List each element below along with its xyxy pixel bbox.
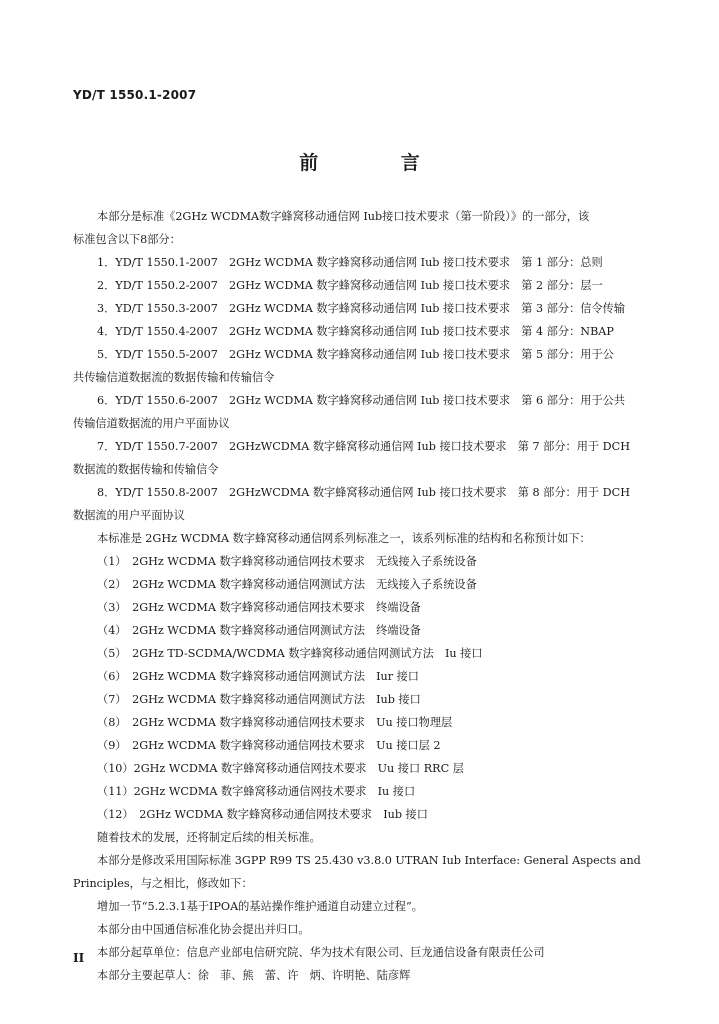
part-item: 7．YD/T 1550.7-2007 2GHzWCDMA 数字蜂窝移动通信网 Iub 接口技术要求 第 7 部分：用于 DCH xyxy=(97,440,630,453)
part-item: 1．YD/T 1550.1-2007 2GHz WCDMA 数字蜂窝移动通信网 Iub 接口技术要求 第 1 部分：总则 xyxy=(97,256,603,269)
series-item: （3） 2GHz WCDMA 数字蜂窝移动通信网技术要求 终端设备 xyxy=(97,601,421,614)
part-item-continuation: 数据流的用户平面协议 xyxy=(73,509,185,522)
part-item-continuation: 传输信道数据流的用户平面协议 xyxy=(73,417,230,430)
intro-line-1: 本部分是标准《2GHz WCDMA数字蜂窝移动通信网 Iub接口技术要求（第一阶段）》的一部分，该 xyxy=(97,210,590,223)
series-item: （7） 2GHz WCDMA 数字蜂窝移动通信网测试方法 Iub 接口 xyxy=(97,693,421,706)
part-item: 6．YD/T 1550.6-2007 2GHz WCDMA 数字蜂窝移动通信网 Iub 接口技术要求 第 6 部分：用于公共 xyxy=(97,394,626,407)
part-item: 4．YD/T 1550.4-2007 2GHz WCDMA 数字蜂窝移动通信网 Iub 接口技术要求 第 4 部分：NBAP xyxy=(97,325,614,338)
part-item: 8．YD/T 1550.8-2007 2GHzWCDMA 数字蜂窝移动通信网 Iub 接口技术要求 第 8 部分：用于 DCH xyxy=(97,486,630,499)
adoption-line-1: 本部分是修改采用国际标准 3GPP R99 TS 25.430 v3.8.0 UTRAN Iub Interface: General Aspects and xyxy=(97,854,641,867)
part-item: 5．YD/T 1550.5-2007 2GHz WCDMA 数字蜂窝移动通信网 Iub 接口技术要求 第 5 部分：用于公 xyxy=(97,348,614,361)
series-item: （4） 2GHz WCDMA 数字蜂窝移动通信网测试方法 终端设备 xyxy=(97,624,421,637)
part-item: 2．YD/T 1550.2-2007 2GHz WCDMA 数字蜂窝移动通信网 Iub 接口技术要求 第 2 部分：层一 xyxy=(97,279,603,292)
series-item: （10）2GHz WCDMA 数字蜂窝移动通信网技术要求 Uu 接口 RRC 层 xyxy=(97,762,464,775)
series-item: （12） 2GHz WCDMA 数字蜂窝移动通信网技术要求 Iub 接口 xyxy=(97,808,428,821)
proposer-text: 本部分由中国通信标准化协会提出并归口。 xyxy=(97,923,310,936)
standard-code: YD/T 1550.1-2007 xyxy=(73,88,197,102)
page-title: 前 言 xyxy=(299,152,458,174)
intro-line-2: 标准包含以下8部分： xyxy=(73,233,181,246)
follow-up-text: 随着技术的发展，还将制定后续的相关标准。 xyxy=(97,831,321,844)
series-item: （9） 2GHz WCDMA 数字蜂窝移动通信网技术要求 Uu 接口层 2 xyxy=(97,739,441,752)
added-section-text: 增加一节“5.2.3.1基于IPOA的基站操作维护通道自动建立过程”。 xyxy=(97,900,423,913)
drafting-units-text: 本部分起草单位：信息产业部电信研究院、华为技术有限公司、巨龙通信设备有限责任公司 xyxy=(97,946,545,959)
series-intro: 本标准是 2GHz WCDMA 数字蜂窝移动通信网系列标准之一，该系列标准的结构和名称预计如下： xyxy=(97,532,591,545)
series-item: （5） 2GHz TD-SCDMA/WCDMA 数字蜂窝移动通信网测试方法 Iu 接口 xyxy=(97,647,483,660)
series-item: （2） 2GHz WCDMA 数字蜂窝移动通信网测试方法 无线接入子系统设备 xyxy=(97,578,477,591)
adoption-line-2: Principles，与之相比，修改如下： xyxy=(73,877,253,890)
part-item: 3．YD/T 1550.3-2007 2GHz WCDMA 数字蜂窝移动通信网 Iub 接口技术要求 第 3 部分：信令传输 xyxy=(97,302,626,315)
series-item: （1） 2GHz WCDMA 数字蜂窝移动通信网技术要求 无线接入子系统设备 xyxy=(97,555,477,568)
foreword-body xyxy=(73,205,659,987)
series-item: （11）2GHz WCDMA 数字蜂窝移动通信网技术要求 Iu 接口 xyxy=(97,785,416,798)
series-item: （6） 2GHz WCDMA 数字蜂窝移动通信网测试方法 Iur 接口 xyxy=(97,670,419,683)
drafters-text: 本部分主要起草人：徐 菲、熊 蕾、许 炳、许明艳、陆彦辉 xyxy=(97,969,411,982)
part-item-continuation: 共传输信道数据流的数据传输和传输信令 xyxy=(73,371,275,384)
series-item: （8） 2GHz WCDMA 数字蜂窝移动通信网技术要求 Uu 接口物理层 xyxy=(97,716,453,729)
part-item-continuation: 数据流的数据传输和传输信令 xyxy=(73,463,219,476)
page-number: II xyxy=(73,951,85,965)
